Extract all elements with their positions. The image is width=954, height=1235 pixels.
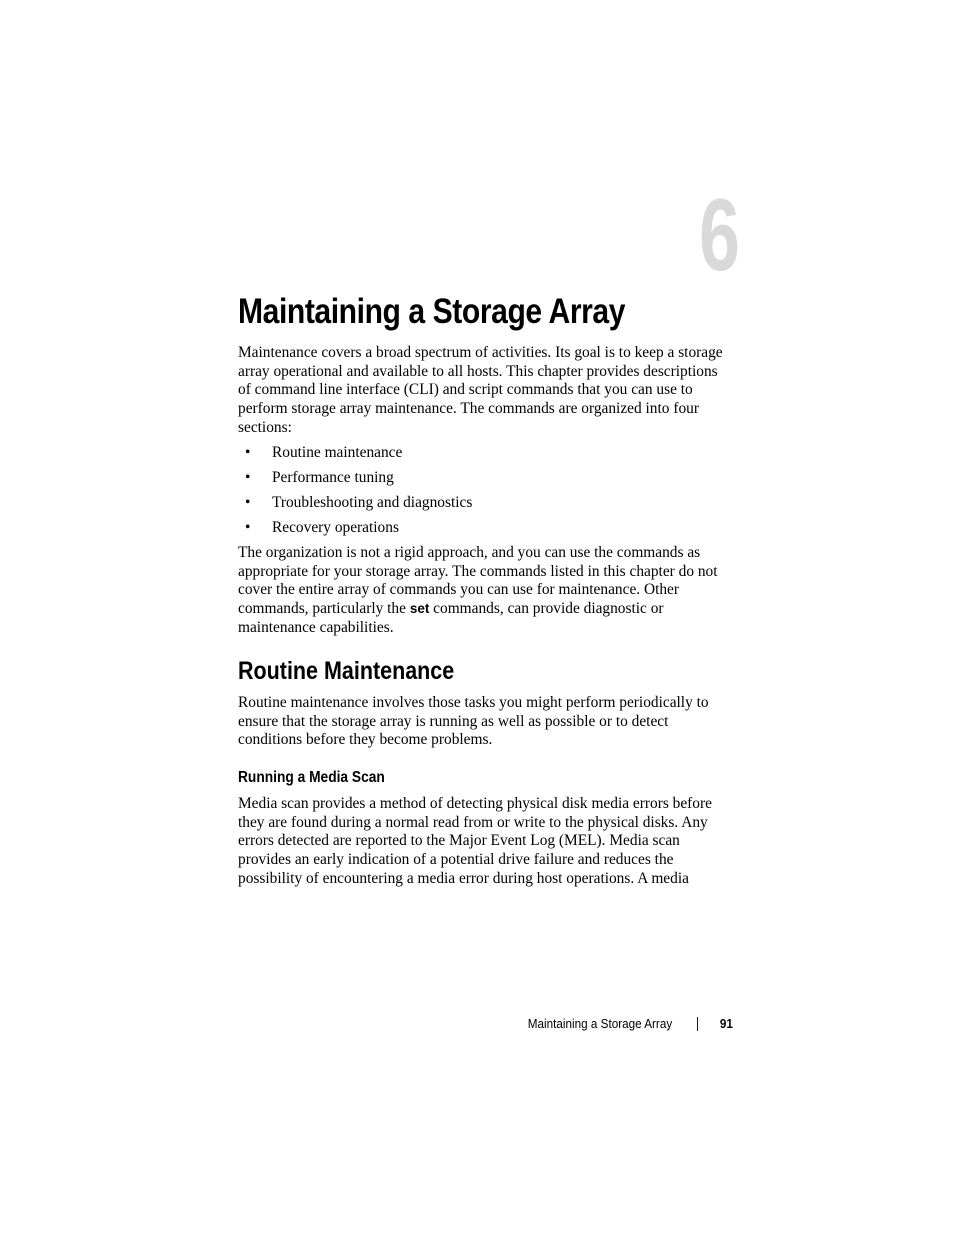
subsection-heading-media-scan: Running a Media Scan <box>238 769 385 786</box>
media-scan-line: they are found during a normal read from or write to the physical disks. Any <box>238 813 708 831</box>
media-scan-line: possibility of encountering a media error during host operations. A media <box>238 869 689 887</box>
routine-maintenance-paragraph <box>238 694 738 750</box>
intro-line: perform storage array maintenance. The commands are organized into four <box>238 400 699 418</box>
organization-text: commands, can provide diagnostic or <box>429 600 664 618</box>
list-item-label: Recovery operations <box>272 519 399 536</box>
media-scan-paragraph <box>238 795 738 889</box>
bullet-icon: • <box>245 444 251 461</box>
organization-line: The organization is not a rigid approach, and you can use the commands as <box>238 544 701 561</box>
bullet-icon: • <box>245 494 251 511</box>
set-command: set <box>409 601 430 617</box>
bullet-icon: • <box>245 469 251 486</box>
intro-paragraph <box>238 344 738 438</box>
media-scan-line: errors detected are reported to the Major Event Log (MEL). Media scan <box>238 832 680 850</box>
intro-line: of command line interface (CLI) and script commands that you can use to <box>238 381 693 399</box>
page-footer <box>528 1014 733 1034</box>
footer-divider <box>697 1017 698 1031</box>
list-item-label: Troubleshooting and diagnostics <box>272 494 473 511</box>
organization-paragraph <box>238 544 738 638</box>
organization-text: commands, particularly the <box>238 600 410 618</box>
intro-line: sections: <box>238 418 292 436</box>
chapter-title: Maintaining a Storage Array <box>238 292 626 331</box>
media-scan-line: provides an early indication of a potential drive failure and reduces the <box>238 851 674 869</box>
organization-line <box>238 600 738 619</box>
bullet-icon: • <box>245 519 251 536</box>
routine-line: conditions before they become problems. <box>238 731 493 749</box>
organization-line: appropriate for your storage array. The commands listed in this chapter do not <box>238 562 718 580</box>
routine-line: ensure that the storage array is running as well as possible or to detect <box>238 712 669 730</box>
media-scan-line: Media scan provides a method of detecting physical disk media errors before <box>238 795 712 812</box>
intro-line: Maintenance covers a broad spectrum of activities. Its goal is to keep a storage <box>238 344 723 361</box>
organization-line: maintenance capabilities. <box>238 618 394 636</box>
list-item-label: Routine maintenance <box>272 444 403 461</box>
running-title: Maintaining a Storage Array <box>527 1016 673 1031</box>
chapter-number: 6 <box>699 178 740 292</box>
page-number: 91 <box>719 1016 733 1031</box>
routine-line: Routine maintenance involves those tasks you might perform periodically to <box>238 694 709 711</box>
intro-line: array operational and available to all hosts. This chapter provides descriptions <box>238 362 718 380</box>
list-item-label: Performance tuning <box>272 469 394 486</box>
section-heading-routine-maintenance: Routine Maintenance <box>238 657 455 685</box>
organization-line: cover the entire array of commands you can use for maintenance. Other <box>238 581 680 599</box>
